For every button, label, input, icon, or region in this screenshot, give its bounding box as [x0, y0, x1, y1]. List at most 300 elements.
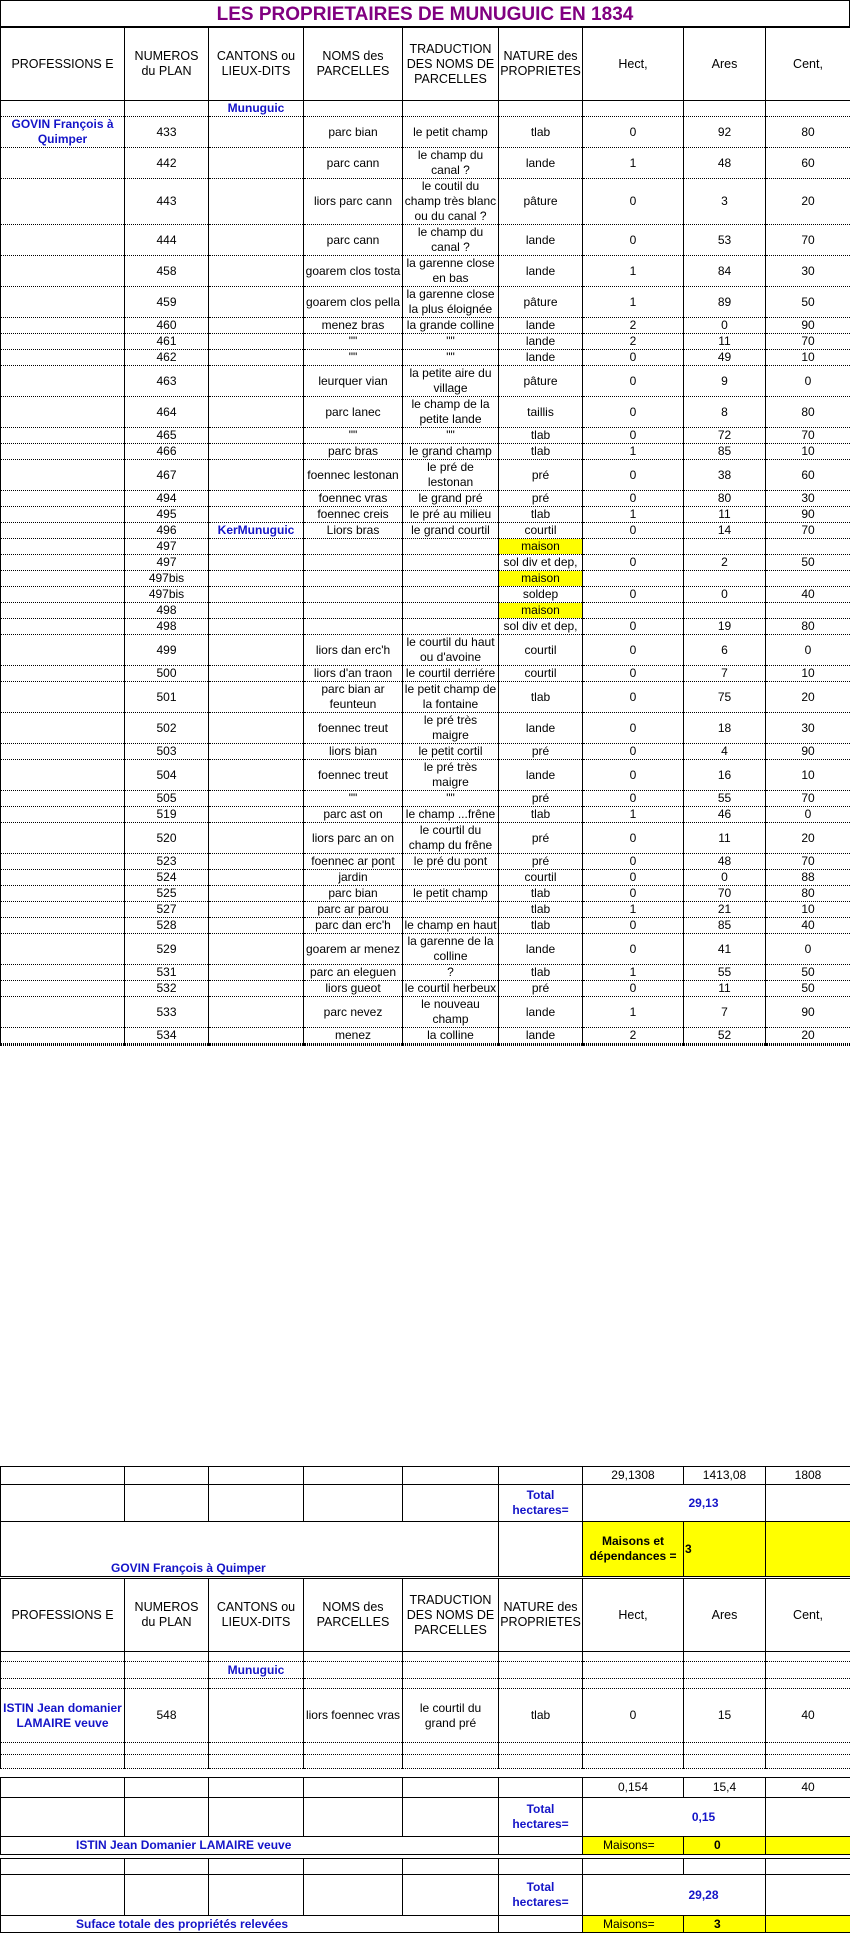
parcel-number: 496 [125, 523, 209, 539]
parcel-ares: 84 [684, 256, 766, 287]
parcel-ares: 72 [684, 428, 766, 444]
parcel-name: leurquer vian [304, 366, 403, 397]
parcel-cent: 80 [766, 619, 850, 635]
parcel-number: 497 [125, 539, 209, 555]
owner-name [1, 571, 125, 587]
owner-name [1, 460, 125, 491]
parcel-name: parc cann [304, 225, 403, 256]
owner-name [1, 744, 125, 760]
parcel-hect: 0 [583, 713, 684, 744]
parcel-translation [403, 1045, 499, 1046]
parcel-number: 467 [125, 460, 209, 491]
grand-total-value: 29,28 [583, 1875, 766, 1916]
total-hectares-value: 0,15 [583, 1798, 766, 1837]
parcel-cent: 10 [766, 760, 850, 791]
parcel-ares: 11 [684, 507, 766, 523]
owner-name [1, 682, 125, 713]
table-row [1, 256, 850, 287]
parcel-name: jardin [304, 870, 403, 886]
parcel-cent: 90 [766, 997, 850, 1028]
canton-label: KerMunuguic [209, 523, 304, 539]
owner-name [1, 902, 125, 918]
canton-label [209, 619, 304, 635]
parcel-translation: le courtil du champ du frêne [403, 823, 499, 854]
parcel-translation: la garenne de la colline [403, 934, 499, 965]
parcel-cent: 60 [766, 460, 850, 491]
parcel-hect: 0 [583, 225, 684, 256]
canton-label [209, 807, 304, 823]
parcel-cent: 20 [766, 179, 850, 225]
parcel-ares [684, 603, 766, 619]
table-row [1, 1045, 850, 1046]
parcel-cent: 10 [766, 902, 850, 918]
canton-label [209, 682, 304, 713]
parcel-nature: pré [499, 981, 583, 997]
canton-label [209, 587, 304, 603]
header-noms: NOMS des PARCELLES [304, 1579, 403, 1652]
parcel-nature: pré [499, 460, 583, 491]
parcel-name: foennec treut [304, 760, 403, 791]
parcel-name [304, 555, 403, 571]
parcel-ares: 11 [684, 334, 766, 350]
header-cantons: CANTONS ou LIEUX-DITS [209, 28, 304, 101]
parcel-number: 529 [125, 934, 209, 965]
parcel-hect: 0 [583, 666, 684, 682]
table-row [1, 965, 850, 981]
owner-name [1, 870, 125, 886]
parcel-ares: 21 [684, 902, 766, 918]
owner-name [1, 491, 125, 507]
table-row [1, 713, 850, 744]
maisons-label: Maisons et dépendances = [583, 1522, 684, 1577]
canton-label [209, 444, 304, 460]
parcel-translation [403, 902, 499, 918]
parcel-nature: taillis [499, 397, 583, 428]
header-nature: NATURE des PROPRIETES [499, 28, 583, 101]
parcel-number: 466 [125, 444, 209, 460]
parcel-ares: 11 [684, 981, 766, 997]
parcel-ares: 38 [684, 460, 766, 491]
canton-label [209, 981, 304, 997]
canton-label [209, 886, 304, 902]
parcel-nature: tlab [499, 117, 583, 148]
table-row [1, 823, 850, 854]
parcel-nature: tlab [499, 886, 583, 902]
maisons-value: 3 [684, 1522, 766, 1577]
total-hectares-label: Total hectares= [499, 1485, 583, 1522]
parcel-nature: lande [499, 934, 583, 965]
table-row [1, 539, 850, 555]
parcel-name: parc bras [304, 444, 403, 460]
parcel-hect [583, 571, 684, 587]
parcel-name: parc cann [304, 148, 403, 179]
owner-name [1, 350, 125, 366]
canton-label [209, 256, 304, 287]
parcel-translation: le pré du pont [403, 854, 499, 870]
parcel-ares: 6 [684, 635, 766, 666]
parcel-ares: 14 [684, 523, 766, 539]
parcel-nature: sol div et dep, [499, 555, 583, 571]
parcel-translation: le pré au milieu [403, 507, 499, 523]
parcel-translation: le pré très maigre [403, 760, 499, 791]
parcel-name: "" [304, 791, 403, 807]
sum-cent: 40 [766, 1778, 850, 1798]
parcel-hect: 0 [583, 117, 684, 148]
parcel-nature: pâture [499, 179, 583, 225]
parcel-number: 501 [125, 682, 209, 713]
parcel-hect: 1 [583, 965, 684, 981]
canton-label [209, 1028, 304, 1044]
owner-name [1, 635, 125, 666]
parcel-number: 497bis [125, 587, 209, 603]
header-hect: Hect, [583, 1579, 684, 1652]
owner-name [1, 444, 125, 460]
parcel-number: 433 [125, 117, 209, 148]
owner2-name: ISTIN Jean domanier LAMAIRE veuve [1, 1689, 125, 1743]
parcel-translation: la garenne close la plus éloignée [403, 287, 499, 318]
parcel-number: 498 [125, 619, 209, 635]
parcel-nature: lande [499, 225, 583, 256]
parcel-number: 442 [125, 148, 209, 179]
parcel-name [304, 101, 403, 117]
parcel-number: 531 [125, 965, 209, 981]
parcel-translation [403, 571, 499, 587]
owner1-name-footer: GOVIN François à Quimper [1, 1522, 499, 1577]
parcel-cent: 90 [766, 507, 850, 523]
parcel-ares: 4 [684, 744, 766, 760]
canton-label [209, 397, 304, 428]
parcel-nature: pré [499, 854, 583, 870]
parcel-nature: tlab [499, 1689, 583, 1743]
table-row [1, 117, 850, 148]
parcel-translation: ? [403, 965, 499, 981]
parcel-number: 465 [125, 428, 209, 444]
parcel-ares: 7 [684, 666, 766, 682]
canton-label: Munuguic [209, 101, 304, 117]
parcel-translation: "" [403, 428, 499, 444]
parcel-nature: pré [499, 491, 583, 507]
parcel-number: 534 [125, 1028, 209, 1044]
parcel-cent: 50 [766, 981, 850, 997]
owner-name [1, 256, 125, 287]
parcel-ares: 0 [684, 318, 766, 334]
parcel-hect: 0 [583, 397, 684, 428]
canton-label [209, 460, 304, 491]
table-row [1, 1028, 850, 1044]
canton-label [209, 823, 304, 854]
parcel-translation: la grande colline [403, 318, 499, 334]
parcel-ares: 89 [684, 287, 766, 318]
owner-name [1, 287, 125, 318]
parcel-ares: 7 [684, 997, 766, 1028]
owner-name [1, 965, 125, 981]
grand-total-caption: Suface totale des propriétés relevées [1, 1916, 499, 1933]
header-cent: Cent, [766, 28, 850, 101]
parcel-ares: 2 [684, 555, 766, 571]
parcel-hect: 1 [583, 997, 684, 1028]
parcel-number: 499 [125, 635, 209, 666]
owner-name [1, 1028, 125, 1044]
parcel-translation: le courtil du grand pré [403, 1689, 499, 1743]
parcel-cent: 20 [766, 823, 850, 854]
owner-name [1, 523, 125, 539]
owner-name [1, 148, 125, 179]
parcel-number: 504 [125, 760, 209, 791]
parcel-cent [766, 539, 850, 555]
parcel-ares: 8 [684, 397, 766, 428]
parcel-cent: 20 [766, 1028, 850, 1044]
parcel-nature: courtil [499, 635, 583, 666]
table-row [1, 807, 850, 823]
parcel-translation: le champ ...frêne [403, 807, 499, 823]
parcel-nature: lande [499, 334, 583, 350]
parcel-number: 502 [125, 713, 209, 744]
parcel-translation: la colline [403, 1028, 499, 1044]
parcel-translation: le pré de lestonan [403, 460, 499, 491]
parcel-translation: "" [403, 791, 499, 807]
parcel-ares: 15 [684, 1689, 766, 1743]
parcel-nature: lande [499, 350, 583, 366]
table-row [1, 225, 850, 256]
table-row [1, 854, 850, 870]
parcel-name: parc bian [304, 117, 403, 148]
canton-label [209, 791, 304, 807]
table-row [1, 179, 850, 225]
page-title: LES PROPRIETAIRES DE MUNUGUIC EN 1834 [0, 0, 850, 27]
parcel-cent: 70 [766, 791, 850, 807]
table-row [1, 886, 850, 902]
header-nature: NATURE des PROPRIETES [499, 1579, 583, 1652]
owner-name [1, 428, 125, 444]
parcel-name [304, 603, 403, 619]
total-hectares-label: Total hectares= [499, 1798, 583, 1837]
parcel-cent: 10 [766, 666, 850, 682]
parcel-nature: lande [499, 713, 583, 744]
parcel-hect: 0 [583, 491, 684, 507]
owner1-totals [0, 1466, 850, 1577]
table-row [1, 682, 850, 713]
parcel-translation: le grand champ [403, 444, 499, 460]
parcel-hect: 0 [583, 934, 684, 965]
parcel-name: "" [304, 350, 403, 366]
parcel-name: liors parc cann [304, 179, 403, 225]
owner-name [1, 587, 125, 603]
canton-label [209, 225, 304, 256]
table-row [1, 318, 850, 334]
canton-label [209, 744, 304, 760]
parcel-number: 444 [125, 225, 209, 256]
owner1-parcel-table [0, 100, 850, 1046]
parcel-cent: 0 [766, 934, 850, 965]
parcel-number: 461 [125, 334, 209, 350]
parcel-nature: sol div et dep, [499, 619, 583, 635]
header-numeros: NUMEROS du PLAN [125, 28, 209, 101]
table-row [1, 101, 850, 117]
total-hectares-value: 29,13 [583, 1485, 766, 1522]
header-ares: Ares [684, 28, 766, 101]
maisons-value: 0 [684, 1837, 766, 1855]
parcel-name: liors gueot [304, 981, 403, 997]
parcel-hect: 1 [583, 507, 684, 523]
parcel-nature: lande [499, 997, 583, 1028]
parcel-number: 460 [125, 318, 209, 334]
parcel-name: foennec vras [304, 491, 403, 507]
parcel-cent [766, 603, 850, 619]
parcel-ares: 0 [684, 587, 766, 603]
header-professions: PROFESSIONS E [1, 28, 125, 101]
owner-name [1, 823, 125, 854]
canton-label [209, 318, 304, 334]
canton-label [209, 555, 304, 571]
parcel-hect: 0 [583, 870, 684, 886]
parcel-hect: 0 [583, 744, 684, 760]
parcel-name: "" [304, 334, 403, 350]
parcel-translation: le champ de la petite lande [403, 397, 499, 428]
canton-label [209, 603, 304, 619]
parcel-ares: 16 [684, 760, 766, 791]
table-row [1, 491, 850, 507]
parcel-cent: 50 [766, 555, 850, 571]
parcel-hect: 1 [583, 148, 684, 179]
canton-label [209, 350, 304, 366]
parcel-cent: 88 [766, 870, 850, 886]
canton-label [209, 287, 304, 318]
parcel-ares: 52 [684, 1028, 766, 1044]
parcel-ares: 55 [684, 791, 766, 807]
parcel-nature: pâture [499, 366, 583, 397]
parcel-ares [684, 101, 766, 117]
owner-name [1, 918, 125, 934]
parcel-translation: le champ du canal ? [403, 148, 499, 179]
parcel-ares [684, 539, 766, 555]
grand-total-label: Total hectares= [499, 1875, 583, 1916]
parcel-cent: 30 [766, 491, 850, 507]
owner-name [1, 603, 125, 619]
parcel-hect: 0 [583, 460, 684, 491]
parcel-translation: le petit champ [403, 886, 499, 902]
parcel-ares: 75 [684, 682, 766, 713]
table-row [1, 603, 850, 619]
parcel-cent: 30 [766, 713, 850, 744]
parcel-name: menez [304, 1028, 403, 1044]
table-row [1, 635, 850, 666]
parcel-name: foennec creis [304, 507, 403, 523]
owner-name [1, 713, 125, 744]
parcel-nature: tlab [499, 428, 583, 444]
parcel-number: 494 [125, 491, 209, 507]
canton-label [209, 507, 304, 523]
table-row [1, 619, 850, 635]
parcel-translation: le champ du canal ? [403, 225, 499, 256]
parcel-hect: 0 [583, 1689, 684, 1743]
parcel-hect: 0 [583, 366, 684, 397]
parcel-number [125, 101, 209, 117]
header-noms: NOMS des PARCELLES [304, 28, 403, 101]
parcel-name: parc bian ar feunteun [304, 682, 403, 713]
parcel-name: foennec lestonan [304, 460, 403, 491]
canton-label [209, 666, 304, 682]
parcel-nature: tlab [499, 507, 583, 523]
owner-name [1, 539, 125, 555]
table-row [1, 334, 850, 350]
parcel-ares: 46 [684, 807, 766, 823]
parcel-number: 495 [125, 507, 209, 523]
sum-cent: 1808 [766, 1467, 850, 1485]
parcel-hect [583, 1045, 684, 1046]
parcel-ares: 19 [684, 619, 766, 635]
parcel-number: 498 [125, 603, 209, 619]
owner2-parcel-table [0, 1651, 850, 1769]
parcel-number: 505 [125, 791, 209, 807]
parcel-ares: 0 [684, 870, 766, 886]
parcel-name: foennec treut [304, 713, 403, 744]
parcel-ares [684, 1045, 766, 1046]
parcel-nature: pré [499, 791, 583, 807]
column-header-1 [0, 27, 850, 101]
sum-hect: 29,1308 [583, 1467, 684, 1485]
parcel-name: parc ar parou [304, 902, 403, 918]
parcel-translation [403, 539, 499, 555]
table-row [1, 444, 850, 460]
header-traduction: TRADUCTION DES NOMS DE PARCELLES [403, 28, 499, 101]
parcel-name: parc ast on [304, 807, 403, 823]
canton-label [209, 366, 304, 397]
owner2-name-footer: ISTIN Jean Domanier LAMAIRE veuve [1, 1837, 499, 1855]
parcel-nature: lande [499, 256, 583, 287]
header-cent: Cent, [766, 1579, 850, 1652]
parcel-number: 519 [125, 807, 209, 823]
parcel-number: 503 [125, 744, 209, 760]
parcel-cent: 90 [766, 744, 850, 760]
header-traduction: TRADUCTION DES NOMS DE PARCELLES [403, 1579, 499, 1652]
canton-label [209, 902, 304, 918]
parcel-nature [499, 1045, 583, 1046]
table-row [1, 287, 850, 318]
parcel-name: goarem ar menez [304, 934, 403, 965]
canton-label [209, 179, 304, 225]
parcel-number: 497bis [125, 571, 209, 587]
parcel-hect [583, 101, 684, 117]
table-row [1, 870, 850, 886]
owner-name [1, 807, 125, 823]
parcel-translation [403, 603, 499, 619]
table-row [1, 744, 850, 760]
parcel-hect: 0 [583, 791, 684, 807]
canton-label [209, 635, 304, 666]
owner-name [1, 397, 125, 428]
parcel-cent: 10 [766, 444, 850, 460]
parcel-number: 443 [125, 179, 209, 225]
parcel-name: goarem clos tosta [304, 256, 403, 287]
parcel-translation [403, 870, 499, 886]
parcel-cent: 40 [766, 918, 850, 934]
owner-name [1, 366, 125, 397]
parcel-nature: lande [499, 148, 583, 179]
parcel-translation: "" [403, 334, 499, 350]
parcel-cent [766, 571, 850, 587]
parcel-name: parc bian [304, 886, 403, 902]
parcel-translation: le courtil du haut ou d'avoine [403, 635, 499, 666]
table-row [1, 397, 850, 428]
table-row [1, 791, 850, 807]
parcel-number: 524 [125, 870, 209, 886]
parcel-translation: le courtil herbeux [403, 981, 499, 997]
parcel-hect: 0 [583, 682, 684, 713]
parcel-name [304, 587, 403, 603]
parcel-ares: 80 [684, 491, 766, 507]
parcel-name: liors d'an traon [304, 666, 403, 682]
table-row [1, 507, 850, 523]
